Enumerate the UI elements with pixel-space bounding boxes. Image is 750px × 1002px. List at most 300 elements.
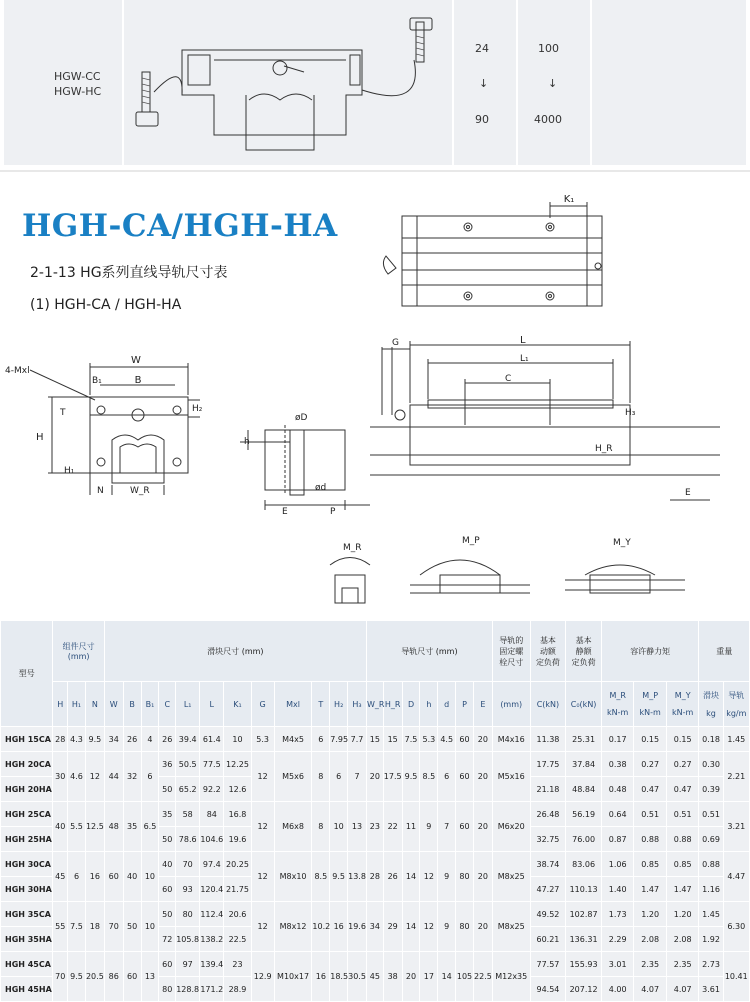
subheader-l1: L₁ xyxy=(176,682,200,727)
cell-mp: 1.47 xyxy=(634,877,667,902)
label-b: B xyxy=(134,375,142,386)
header-dyn: 基本 动额 定负荷 xyxy=(530,621,566,682)
cell-l1: 58 xyxy=(176,802,200,827)
subheader-d: D xyxy=(402,682,420,727)
cell-c_stat: 136.31 xyxy=(566,927,602,952)
cell-wr: 15 xyxy=(366,727,383,752)
cell-p: 60 xyxy=(456,752,474,802)
label-hr: H_R xyxy=(595,444,613,454)
cell-wb: 1.16 xyxy=(699,877,723,902)
cell-h1: 5.5 xyxy=(68,802,86,852)
model-hgw-cc: HGW-CC xyxy=(54,70,101,83)
cell-c_stat: 48.84 xyxy=(566,777,602,802)
cell-c_dyn: 49.52 xyxy=(530,902,566,927)
front-view-drawing xyxy=(0,345,230,510)
cell-l1: 93 xyxy=(176,877,200,902)
side-view-drawing xyxy=(370,335,720,505)
subheader-mr: M_R kN-m xyxy=(601,682,634,727)
label-t: T xyxy=(60,408,66,418)
cell-wr: 2.21 xyxy=(723,752,749,802)
subheader-c0k: C₀(kN) xyxy=(566,682,602,727)
cell-bolt: M6x20 xyxy=(492,802,530,852)
cell-k1: 23 xyxy=(224,952,251,977)
label-mxl: 4-Mxl xyxy=(5,366,30,376)
moment-diagrams xyxy=(310,530,710,610)
cell-h1: 7.5 xyxy=(68,902,86,952)
cell-w: 70 xyxy=(104,902,123,952)
cell-my: 0.85 xyxy=(666,852,699,877)
cell-wr: 34 xyxy=(366,902,383,952)
cell-mp: 0.15 xyxy=(634,727,667,752)
label-h-small: h xyxy=(244,437,250,447)
cell-w: 34 xyxy=(104,727,123,752)
cell-l1: 97 xyxy=(176,952,200,977)
cell-d: 7.5 xyxy=(402,727,420,752)
cell-c_dyn: 26.48 xyxy=(530,802,566,827)
cell-h2: 7.95 xyxy=(330,727,348,752)
subheader-h: H xyxy=(53,682,68,727)
cell-k1: 19.6 xyxy=(224,827,251,852)
model-cell: HGH 45HA xyxy=(1,977,53,1002)
cell-c_dyn: 11.38 xyxy=(530,727,566,752)
label-p: P xyxy=(330,507,336,517)
cell-l1: 80 xyxy=(176,902,200,927)
cell-e: 22.5 xyxy=(473,952,492,1002)
table-row xyxy=(1,852,750,877)
cell-wb: 3.61 xyxy=(699,977,723,1002)
cell-p: 60 xyxy=(456,802,474,852)
subheader-k1: K₁ xyxy=(224,682,251,727)
cell-mr: 0.87 xyxy=(601,827,634,852)
cell-c: 35 xyxy=(159,802,176,827)
subheader-mxl: Mxl xyxy=(274,682,312,727)
cell-c_stat: 110.13 xyxy=(566,877,602,902)
cell-d: 14 xyxy=(402,902,420,952)
cell-mp: 0.88 xyxy=(634,827,667,852)
cell-mxl: M6x8 xyxy=(274,802,312,852)
cell-wr: 45 xyxy=(366,952,383,1002)
cell-mxl: M5x6 xyxy=(274,752,312,802)
cell-mr: 4.00 xyxy=(601,977,634,1002)
cell-e: 20 xyxy=(473,902,492,952)
cell-t: 6 xyxy=(312,727,330,752)
cell-l: 112.4 xyxy=(200,902,224,927)
cell-d: 14 xyxy=(438,952,456,1002)
cell-mp: 4.07 xyxy=(634,977,667,1002)
subheader-h1: H₁ xyxy=(68,682,86,727)
page-title: HGH-CA/HGH-HA xyxy=(22,208,338,244)
cell-d: 14 xyxy=(402,852,420,902)
cell-d: 20 xyxy=(402,952,420,1002)
cell-h: 9 xyxy=(420,802,438,852)
cell-c_dyn: 47.27 xyxy=(530,877,566,902)
label-d-small: ød xyxy=(315,483,327,493)
subheader-mm: (mm) xyxy=(492,682,530,727)
cell-p: 60 xyxy=(456,727,474,752)
label-mr: M_R xyxy=(343,543,362,553)
cell-l: 171.2 xyxy=(200,977,224,1002)
label-wr: W_R xyxy=(130,486,150,496)
cell-c_dyn: 17.75 xyxy=(530,752,566,777)
cell-my: 2.08 xyxy=(666,927,699,952)
cell-wr: 10.41 xyxy=(723,952,749,1002)
cell-wb: 2.73 xyxy=(699,952,723,977)
header-stat: 基本 静额 定负荷 xyxy=(566,621,602,682)
hgw-block-drawing xyxy=(124,0,452,165)
cell-my: 1.20 xyxy=(666,902,699,927)
cell-h: 55 xyxy=(53,902,68,952)
cell-my: 0.15 xyxy=(666,727,699,752)
subheader-b: B xyxy=(123,682,141,727)
table-row xyxy=(1,727,750,752)
cell-h2: 6 xyxy=(330,752,348,802)
cell-my: 0.88 xyxy=(666,827,699,852)
label-c: C xyxy=(505,374,512,384)
subheader-ck: C(kN) xyxy=(530,682,566,727)
subheader-d: d xyxy=(438,682,456,727)
cell-c_dyn: 60.21 xyxy=(530,927,566,952)
subheader-e: E xyxy=(473,682,492,727)
cell-c: 50 xyxy=(159,827,176,852)
cell-b1: 4 xyxy=(141,727,159,752)
rail-section-drawing xyxy=(230,400,380,525)
cell-c_stat: 207.12 xyxy=(566,977,602,1002)
cell-my: 4.07 xyxy=(666,977,699,1002)
cell-l: 77.5 xyxy=(200,752,224,777)
cell-n: 20.5 xyxy=(85,952,104,1002)
model-cell: HGH 30CA xyxy=(1,852,53,877)
cell-l: 84 xyxy=(200,802,224,827)
cell-l1: 105.8 xyxy=(176,927,200,952)
cell-t: 8.5 xyxy=(312,852,330,902)
cell-e: 20 xyxy=(473,852,492,902)
cell-mxl: M8x10 xyxy=(274,852,312,902)
header-bolt: 导轨的 固定螺 栓尺寸 xyxy=(492,621,530,682)
cell-n: 18 xyxy=(85,902,104,952)
cell-h: 28 xyxy=(53,727,68,752)
cell-t: 10.2 xyxy=(312,902,330,952)
cell-my: 2.35 xyxy=(666,952,699,977)
cell-my: 0.27 xyxy=(666,752,699,777)
cell-wr: 28 xyxy=(366,852,383,902)
cell-b: 32 xyxy=(123,752,141,802)
cell-h3: 7 xyxy=(348,752,367,802)
cell-wr: 1.45 xyxy=(723,727,749,752)
label-k1: K₁ xyxy=(563,194,575,205)
cell-c: 40 xyxy=(159,852,176,877)
cell-h: 8.5 xyxy=(420,752,438,802)
cell-bolt: M12x35 xyxy=(492,952,530,1002)
cell-h1: 4.6 xyxy=(68,752,86,802)
cell-b1: 6 xyxy=(141,752,159,802)
cell-p: 105 xyxy=(456,952,474,1002)
cell-mr: 0.38 xyxy=(601,752,634,777)
cell-c: 26 xyxy=(159,727,176,752)
cell-bolt: M8x25 xyxy=(492,852,530,902)
header-assembly: 组件尺寸 (mm) xyxy=(53,621,104,682)
table-row xyxy=(1,802,750,827)
cell-b: 60 xyxy=(123,952,141,1002)
cell-w: 48 xyxy=(104,802,123,852)
subheader-h2: H₂ xyxy=(330,682,348,727)
label-h2: H₂ xyxy=(192,404,203,414)
cell-n: 16 xyxy=(85,852,104,902)
cell-c_stat: 76.00 xyxy=(566,827,602,852)
subheader-h: h xyxy=(420,682,438,727)
cell-bolt: M8x25 xyxy=(492,902,530,952)
cell-n: 9.5 xyxy=(85,727,104,752)
label-n: N xyxy=(97,486,104,496)
model-cell: HGH 25CA xyxy=(1,802,53,827)
cell-k1: 28.9 xyxy=(224,977,251,1002)
cell-h: 45 xyxy=(53,852,68,902)
cell-hr: 29 xyxy=(383,902,402,952)
cell-c_stat: 37.84 xyxy=(566,752,602,777)
cell-wr: 20 xyxy=(366,752,383,802)
header-moment: 容许静力矩 xyxy=(601,621,699,682)
cell-t: 16 xyxy=(312,952,330,1002)
model-cell: HGH 25HA xyxy=(1,827,53,852)
cell-h3: 13 xyxy=(348,802,367,852)
cell-mxl: M4x5 xyxy=(274,727,312,752)
cell-l1: 65.2 xyxy=(176,777,200,802)
cell-mr: 3.01 xyxy=(601,952,634,977)
cell-c_stat: 56.19 xyxy=(566,802,602,827)
cell-e: 20 xyxy=(473,727,492,752)
cell-h1: 6 xyxy=(68,852,86,902)
cell-hr: 22 xyxy=(383,802,402,852)
label-mp: M_P xyxy=(462,536,480,546)
cell-p: 80 xyxy=(456,852,474,902)
cell-wr: 6.30 xyxy=(723,902,749,952)
cell-mr: 0.17 xyxy=(601,727,634,752)
cell-d: 6 xyxy=(438,752,456,802)
spec-table xyxy=(0,620,750,1002)
subheader-n: N xyxy=(85,682,104,727)
cell-wr: 3.21 xyxy=(723,802,749,852)
cell-mr: 1.40 xyxy=(601,877,634,902)
header-block: 滑块尺寸 (mm) xyxy=(104,621,366,682)
cell-wb: 1.92 xyxy=(699,927,723,952)
table-row xyxy=(1,902,750,927)
cell-wb: 0.88 xyxy=(699,852,723,877)
cell-wr: 23 xyxy=(366,802,383,852)
label-h3: H₃ xyxy=(625,408,636,418)
cell-mr: 2.29 xyxy=(601,927,634,952)
cell-c: 80 xyxy=(159,977,176,1002)
cell-g: 12 xyxy=(251,852,274,902)
subheader-rail_w: 导轨 kg/m xyxy=(723,682,749,727)
subheading: (1) HGH-CA / HGH-HA xyxy=(30,297,182,313)
cell-c_stat: 155.93 xyxy=(566,952,602,977)
cell-c_dyn: 38.74 xyxy=(530,852,566,877)
cell-h2: 18.5 xyxy=(330,952,348,1002)
cell-h1: 9.5 xyxy=(68,952,86,1002)
cell-c: 36 xyxy=(159,752,176,777)
cell-l: 61.4 xyxy=(200,727,224,752)
cell-h: 17 xyxy=(420,952,438,1002)
cell-g: 12 xyxy=(251,902,274,952)
previous-table-fragment xyxy=(4,0,746,165)
cell-h: 5.3 xyxy=(420,727,438,752)
cell-mxl: M10x17 xyxy=(274,952,312,1002)
cell-n: 12 xyxy=(85,752,104,802)
cell-l: 104.6 xyxy=(200,827,224,852)
cell-wb: 0.18 xyxy=(699,727,723,752)
cell-mp: 2.35 xyxy=(634,952,667,977)
cell-mp: 0.85 xyxy=(634,852,667,877)
cell-l1: 50.5 xyxy=(176,752,200,777)
cell-g: 12 xyxy=(251,802,274,852)
cell-d: 4.5 xyxy=(438,727,456,752)
model-hgw-hc: HGW-HC xyxy=(54,85,102,98)
model-cell: HGH 15CA xyxy=(1,727,53,752)
model-cell: HGH 30HA xyxy=(1,877,53,902)
cell-mp: 0.27 xyxy=(634,752,667,777)
subtitle: 2-1-13 HG系列直线导轨尺寸表 xyxy=(30,265,228,281)
cell-h2: 9.5 xyxy=(330,852,348,902)
subheader-c: C xyxy=(159,682,176,727)
cell-wb: 0.51 xyxy=(699,802,723,827)
blank-cell xyxy=(592,0,746,165)
label-d-large: øD xyxy=(295,413,308,423)
subheader-g: G xyxy=(251,682,274,727)
subheader-b1: B₁ xyxy=(141,682,159,727)
table-row xyxy=(1,952,750,977)
subheader-l: L xyxy=(200,682,224,727)
subheader-w: W xyxy=(104,682,123,727)
section-divider xyxy=(0,170,750,172)
range1-from: 24 xyxy=(475,42,489,55)
cell-h: 12 xyxy=(420,852,438,902)
subheader-mp: M_P kN-m xyxy=(634,682,667,727)
table-row xyxy=(1,752,750,777)
subheader-block_w: 滑块 kg xyxy=(699,682,723,727)
subheader-t: T xyxy=(312,682,330,727)
label-l: L xyxy=(520,335,526,346)
cell-h3: 13.8 xyxy=(348,852,367,902)
cell-wb: 0.30 xyxy=(699,752,723,777)
cell-l1: 70 xyxy=(176,852,200,877)
top-view-drawing xyxy=(372,188,622,318)
cell-b1: 10 xyxy=(141,852,159,902)
cell-w: 86 xyxy=(104,952,123,1002)
cell-mp: 0.47 xyxy=(634,777,667,802)
cell-b: 50 xyxy=(123,902,141,952)
cell-d: 9 xyxy=(438,852,456,902)
cell-d: 9.5 xyxy=(402,752,420,802)
cell-mr: 0.48 xyxy=(601,777,634,802)
cell-p: 80 xyxy=(456,902,474,952)
subheader-p: P xyxy=(456,682,474,727)
range1-to: 90 xyxy=(475,113,489,126)
cell-mxl: M8x12 xyxy=(274,902,312,952)
cell-w: 44 xyxy=(104,752,123,802)
cell-c: 60 xyxy=(159,877,176,902)
label-b1: B₁ xyxy=(92,376,102,386)
cell-h3: 7.7 xyxy=(348,727,367,752)
cell-k1: 12.25 xyxy=(224,752,251,777)
range2-to: 4000 xyxy=(534,113,562,126)
cell-g: 5.3 xyxy=(251,727,274,752)
subheader-my: M_Y kN-m xyxy=(666,682,699,727)
cell-l: 97.4 xyxy=(200,852,224,877)
cell-l1: 78.6 xyxy=(176,827,200,852)
cell-c_stat: 25.31 xyxy=(566,727,602,752)
cell-t: 8 xyxy=(312,752,330,802)
cell-l: 139.4 xyxy=(200,952,224,977)
cell-h: 40 xyxy=(53,802,68,852)
cell-k1: 20.6 xyxy=(224,902,251,927)
cell-n: 12.5 xyxy=(85,802,104,852)
cell-mp: 0.51 xyxy=(634,802,667,827)
cell-mr: 0.64 xyxy=(601,802,634,827)
label-w: W xyxy=(131,355,141,366)
label-h: H xyxy=(36,432,44,443)
cell-h3: 19.6 xyxy=(348,902,367,952)
cell-hr: 38 xyxy=(383,952,402,1002)
cell-e: 20 xyxy=(473,752,492,802)
cell-b: 40 xyxy=(123,852,141,902)
cell-l1: 39.4 xyxy=(176,727,200,752)
cell-c_stat: 83.06 xyxy=(566,852,602,877)
label-g: G xyxy=(392,338,399,348)
cell-e: 20 xyxy=(473,802,492,852)
cell-hr: 15 xyxy=(383,727,402,752)
label-my: M_Y xyxy=(613,538,631,548)
cell-mr: 1.06 xyxy=(601,852,634,877)
cell-h2: 10 xyxy=(330,802,348,852)
cell-hr: 26 xyxy=(383,852,402,902)
subheader-h3: H₃ xyxy=(348,682,367,727)
cell-k1: 12.6 xyxy=(224,777,251,802)
cell-b1: 6.5 xyxy=(141,802,159,852)
header-rail: 导轨尺寸 (mm) xyxy=(366,621,492,682)
cell-c_dyn: 21.18 xyxy=(530,777,566,802)
cell-w: 60 xyxy=(104,852,123,902)
cell-l: 92.2 xyxy=(200,777,224,802)
cell-wr: 4.47 xyxy=(723,852,749,902)
cell-c: 72 xyxy=(159,927,176,952)
model-cell: HGH 20CA xyxy=(1,752,53,777)
cell-mp: 1.20 xyxy=(634,902,667,927)
cell-h3: 30.5 xyxy=(348,952,367,1002)
model-cell: HGH 45CA xyxy=(1,952,53,977)
model-cell: HGH 35CA xyxy=(1,902,53,927)
model-cell: HGH 35HA xyxy=(1,927,53,952)
cell-c_stat: 102.87 xyxy=(566,902,602,927)
cell-bolt: M4x16 xyxy=(492,727,530,752)
cell-h: 70 xyxy=(53,952,68,1002)
cell-d: 7 xyxy=(438,802,456,852)
cell-wb: 0.69 xyxy=(699,827,723,852)
cell-b1: 10 xyxy=(141,902,159,952)
cell-k1: 20.25 xyxy=(224,852,251,877)
cell-d: 9 xyxy=(438,902,456,952)
cell-mr: 1.73 xyxy=(601,902,634,927)
header-weight: 重量 xyxy=(699,621,750,682)
label-l1: L₁ xyxy=(520,354,529,364)
cell-b1: 13 xyxy=(141,952,159,1002)
range2-from: 100 xyxy=(538,42,559,55)
label-e2: E xyxy=(685,488,691,498)
cell-h: 12 xyxy=(420,902,438,952)
cell-k1: 10 xyxy=(224,727,251,752)
cell-c: 50 xyxy=(159,777,176,802)
cell-b: 26 xyxy=(123,727,141,752)
cell-c: 50 xyxy=(159,902,176,927)
label-h1: H₁ xyxy=(64,466,75,476)
